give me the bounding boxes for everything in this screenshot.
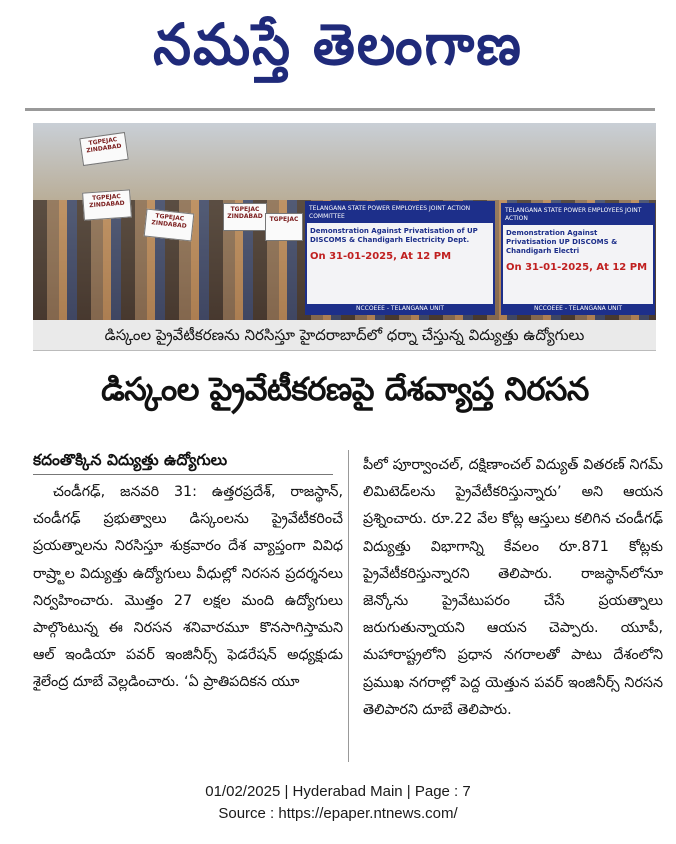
newspaper-logo: నమస్తే తెలంగాణ: [153, 10, 523, 78]
placard: TGPEJAC ZINDABAD: [79, 132, 128, 166]
edition-info: 01/02/2025 | Hyderabad Main | Page : 7: [205, 783, 471, 800]
masthead-divider: [25, 108, 655, 111]
source-link[interactable]: Source : https://epaper.ntnews.com/: [218, 805, 458, 822]
column-divider: [348, 450, 349, 762]
banner-header: TELANGANA STATE POWER EMPLOYEES JOINT ACTION: [503, 205, 653, 225]
banner-date: On 31-01-2025, At 12 PM: [506, 262, 648, 273]
placard: TGPEJAC: [265, 213, 303, 241]
banner-footer: NCCOEEE - TELANGANA UNIT: [307, 304, 493, 313]
banner-header: TELANGANA STATE POWER EMPLOYEES JOINT ACTION COMMITTEE: [307, 203, 493, 223]
protest-banner: [305, 201, 495, 315]
headline: డిస్కంల ప్రైవేటీకరణపై దేశవ్యాప్త నిరసన: [101, 370, 589, 408]
masthead: [0, 0, 676, 95]
placard: TGPEJAC ZINDABAD: [223, 203, 267, 231]
article-column-left: చండీగఢ్, జనవరి 31: ఉత్తరప్రదేశ్, రాజస్థాన్, చండీగఢ్ ప్రభుత్వాలు డిస్కంలను ప్రైవేటీకరించే ప్రయత్నాలను నిరసిస్తూ శుక్రవారం దేశ వ్యాప్తంగా వివిధ రాష్ర్టాల విద్యుత్తు ఉద్యోగులు వీధుల్లో నిరసన ప్రదర్శనలు నిర్వహించారు. మొత్తం 27 లక్షల మంది ఉద్యోగులు పాల్గొంటున్న ఈ నిరసన శనివారమూ కొనసాగిస్తామని ఆల్ ఇండియా పవర్ ఇంజినీర్స్ ఫెడరేషన్ అధ్యక్షుడు శైలేంద్ర దూబే వెల్లడించారు. ‘ఏ ప్రాతిపదికన యూ: [33, 484, 343, 691]
banner-footer: NCCOEEE - TELANGANA UNIT: [503, 304, 653, 313]
banner-text: Demonstration Against Privatisation of UP DISCOMS & Chandigarh Electricity Dept.: [310, 227, 478, 244]
banner-date: On 31-01-2025, At 12 PM: [310, 251, 452, 262]
photo-caption: [33, 320, 656, 351]
subheadline: కదంతొక్కిన విద్యుత్తు ఉద్యోగులు: [33, 451, 228, 469]
protest-banner: [501, 203, 655, 315]
news-photo: [33, 123, 656, 320]
photo-caption-text: డిస్కంల ప్రైవేటీకరణను నిరసిస్తూ హైదరాబాద్‌లో ధర్నా చేస్తున్న విద్యుత్తు ఉద్యోగులు: [104, 326, 585, 344]
article-column-right: పీలో పూర్వాంచల్, దక్షిణాంచల్ విద్యుత్ వితరణ్ నిగమ్ లిమిటెడ్‌లను ప్రైవేటీకరిస్తున్నారు’ అని ఆయన ప్రశ్నించారు. రూ.22 వేల కోట్ల ఆస్తులు కలిగిన చండీగఢ్ విద్యుత్తు విభాగాన్ని కేవలం రూ.871 కోట్లకు ప్రైవేటీకరిస్తున్నారని తెలిపారు. రాజస్థాన్‌లోనూ జెన్కోను ప్రైవేటుపరం చేసే ప్రయత్నాలు జరుగుతున్నాయని ఆయన చెప్పారు. యూపీ, మహారాష్ట్రలోని ప్రధాన నగరాలతో పాటు దేశంలోని ప్రముఖ నగరాల్లో పెద్ద యెత్తున పవర్ ఇంజినీర్స్ నిరసన తెలిపారని దూబే తెలిపారు.: [363, 457, 663, 718]
placard: TGPEJAC ZINDABAD: [82, 189, 132, 220]
subheadline-underline: [33, 474, 333, 475]
placard: TGPEJAC ZINDABAD: [144, 209, 195, 242]
banner-text: Demonstration Against Privatisation UP DISCOMS & Chandigarh Electri: [506, 229, 618, 255]
